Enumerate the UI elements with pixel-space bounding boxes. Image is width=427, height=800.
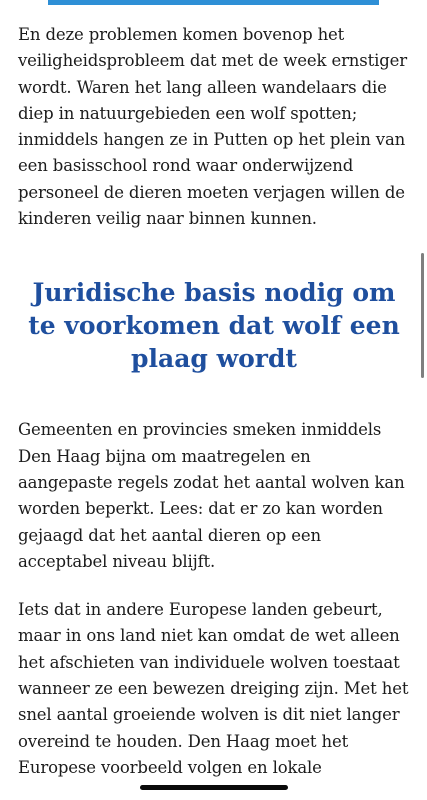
home-indicator-bar[interactable]: [140, 785, 288, 790]
vertical-scrollbar[interactable]: [421, 253, 424, 378]
article-paragraph-1: En deze problemen komen bovenop het veiligheidsprobleem dat met de week ernstiger wordt. Waren het lang alleen wandelaars die diep in natuurgebieden een wolf spotten; inmiddels hangen ze in Putten op het plein van een basisschool rond waar onderwijzend personeel de dieren moeten verjagen willen de kinderen veilig naar binnen kunnen.: [18, 25, 407, 229]
article-top-accent-rule: [48, 0, 379, 5]
article-section-heading: Juridische basis nodig om te voorkomen dat wolf een plaag wordt: [28, 278, 400, 374]
article-paragraph-2: Gemeenten en provincies smeken inmiddels Den Haag bijna om maatregelen en aangepaste regels zodat het aantal wolven kan worden beperkt. Lees: dat er zo kan worden gejaagd dat het aantal dieren op een acceptabel niveau blijft.: [18, 420, 405, 571]
article-paragraph-3: Iets dat in andere Europese landen gebeurt, maar in ons land niet kan omdat de wet alleen het afschieten van individuele wolven toestaat wanneer ze een bewezen dreiging zijn. Met het snel aantal groeiende wolven is dit niet langer overeind te houden. Den Haag moet het Europese voorbeeld volgen en lokale: [18, 600, 409, 777]
article-body[interactable]: [18, 22, 410, 777]
